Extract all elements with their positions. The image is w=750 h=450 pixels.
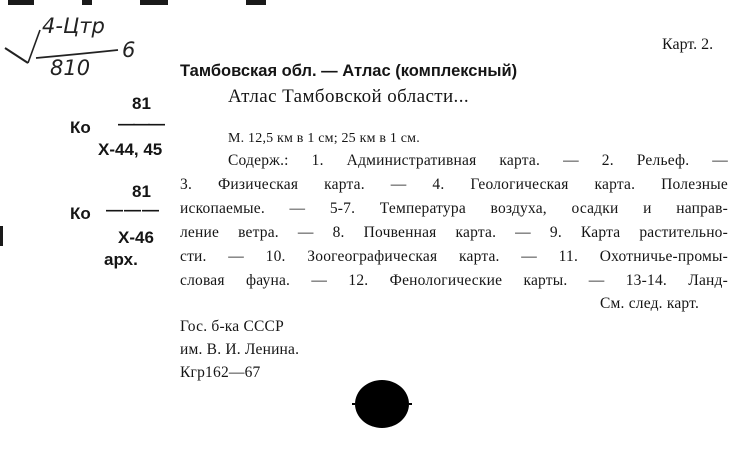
contents-line: ление ветра. — 8. Почвенная карта. — 9. Карта растительно- xyxy=(180,224,728,241)
shelfmark-dash: ——— xyxy=(118,114,163,133)
continued-note: См. след. карт. xyxy=(600,295,700,312)
library-name: Гос. б-ка СССР xyxy=(180,318,284,335)
shelfmark-number: 81 xyxy=(132,94,151,113)
contents-line: сти. — 10. Зоогеографическая карта. — 11. Охотничье-промы- xyxy=(180,248,728,265)
handwritten-line-1: 4-Цтр xyxy=(42,14,105,38)
edge-mark xyxy=(140,0,168,5)
shelfmark-code: Ко xyxy=(70,118,91,137)
contents-line: ископаемые. — 5-7. Температура воздуха, осадки и направ- xyxy=(180,200,728,217)
contents-line: словая фауна. — 12. Фенологические карты. — 13-14. Ланд- xyxy=(180,272,728,289)
library-dedication: им. В. И. Ленина. xyxy=(180,341,300,358)
edge-tick xyxy=(0,226,3,246)
shelfmark-number: 81 xyxy=(132,182,151,201)
scale: М. 12,5 км в 1 см; 25 км в 1 см. xyxy=(228,131,420,146)
shelfmark-cipher: X-46 xyxy=(118,228,154,247)
shelfmark-code: Ко xyxy=(70,204,91,223)
shelfmark-dash: ——— xyxy=(106,200,160,219)
handwritten-suffix: 6 xyxy=(122,38,136,62)
contents-line: 3. Физическая карта. — 4. Геологическая карта. Полезные xyxy=(180,176,728,193)
card-number: Карт. 2. xyxy=(662,36,714,53)
edge-mark xyxy=(8,0,34,5)
contents-line: Содерж.: 1. Административная карта. — 2. Рельеф. — xyxy=(228,152,728,169)
handwritten-line-2: 810 xyxy=(50,56,91,80)
edge-mark xyxy=(82,0,92,5)
punch-hole xyxy=(352,376,412,432)
shelfmark-note: арх. xyxy=(104,250,138,269)
library-code: Кгр162—67 xyxy=(180,364,261,381)
heading: Тамбовская обл. — Атлас (комплексный) xyxy=(180,62,518,80)
edge-mark xyxy=(246,0,266,5)
scan-edge-marks xyxy=(0,0,750,6)
shelfmark-cipher: X-44, 45 xyxy=(98,140,163,159)
title: Атлас Тамбовской области... xyxy=(228,86,469,107)
